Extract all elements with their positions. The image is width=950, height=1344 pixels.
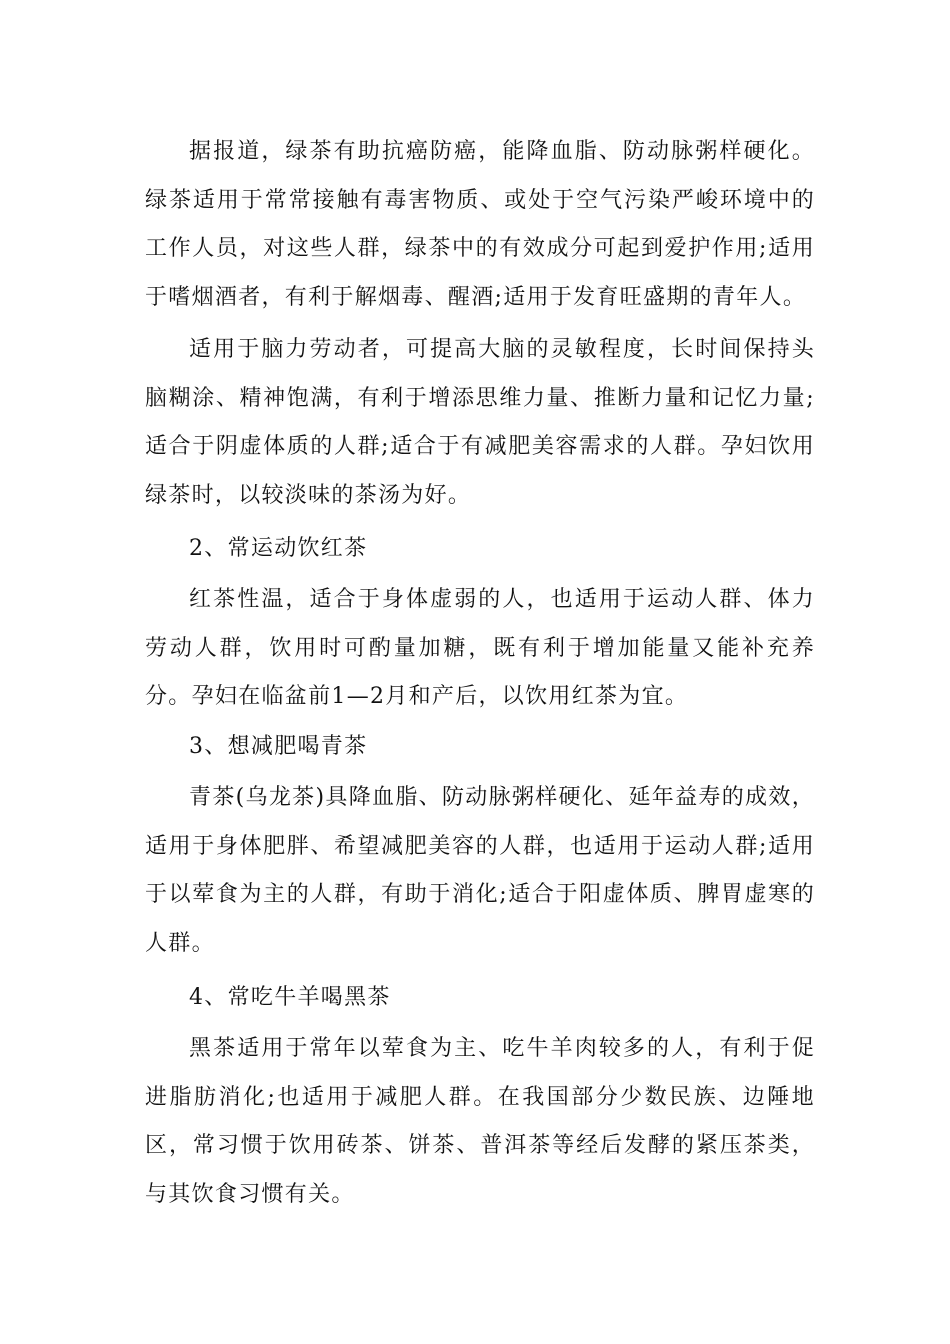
paragraph-dark-tea: 黑茶适用于常年以荤食为主、吃牛羊肉较多的人，有利于促进脂肪消化;也适用于减肥人群。在我国部分少数民族、边陲地区，常习惯于饮用砖茶、饼茶、普洱茶等经后发酵的紧压茶类，与其饮食习惯有关。 <box>145 1036 815 1207</box>
heading-black-tea: 2、常运动饮红茶 <box>189 536 368 561</box>
heading-oolong-tea: 3、想减肥喝青茶 <box>189 734 368 759</box>
paragraph-green-tea-suitable: 适用于脑力劳动者，可提高大脑的灵敏程度，长时间保持头脑糊涂、精神饱满，有利于增添思维力量、推断力量和记忆力量;适合于阴虚体质的人群;适合于有减肥美容需求的人群。孕妇饮用绿茶时，以较淡味的茶汤为好。 <box>145 337 815 508</box>
heading-dark-tea: 4、常吃牛羊喝黑茶 <box>189 985 391 1010</box>
paragraph-green-tea-benefits: 据报道，绿茶有助抗癌防癌，能降血脂、防动脉粥样硬化。绿茶适用于常常接触有毒害物质、或处于空气污染严峻环境中的工作人员，对这些人群，绿茶中的有效成分可起到爱护作用;适用于嗜烟酒者，有利于解烟毒、醒酒;适用于发育旺盛期的青年人。 <box>145 139 815 310</box>
paragraph-oolong-tea: 青茶(乌龙茶)具降血脂、防动脉粥样硬化、延年益寿的成效，适用于身体肥胖、希望减肥美容的人群，也适用于运动人群;适用于以荤食为主的人群，有助于消化;适合于阳虚体质、脾胃虚寒的人群。 <box>145 785 815 956</box>
paragraph-black-tea: 红茶性温，适合于身体虚弱的人，也适用于运动人群、体力劳动人群，饮用时可酌量加糖，既有利于增加能量又能补充养分。孕妇在临盆前1—2月和产后，以饮用红茶为宜。 <box>145 587 815 710</box>
